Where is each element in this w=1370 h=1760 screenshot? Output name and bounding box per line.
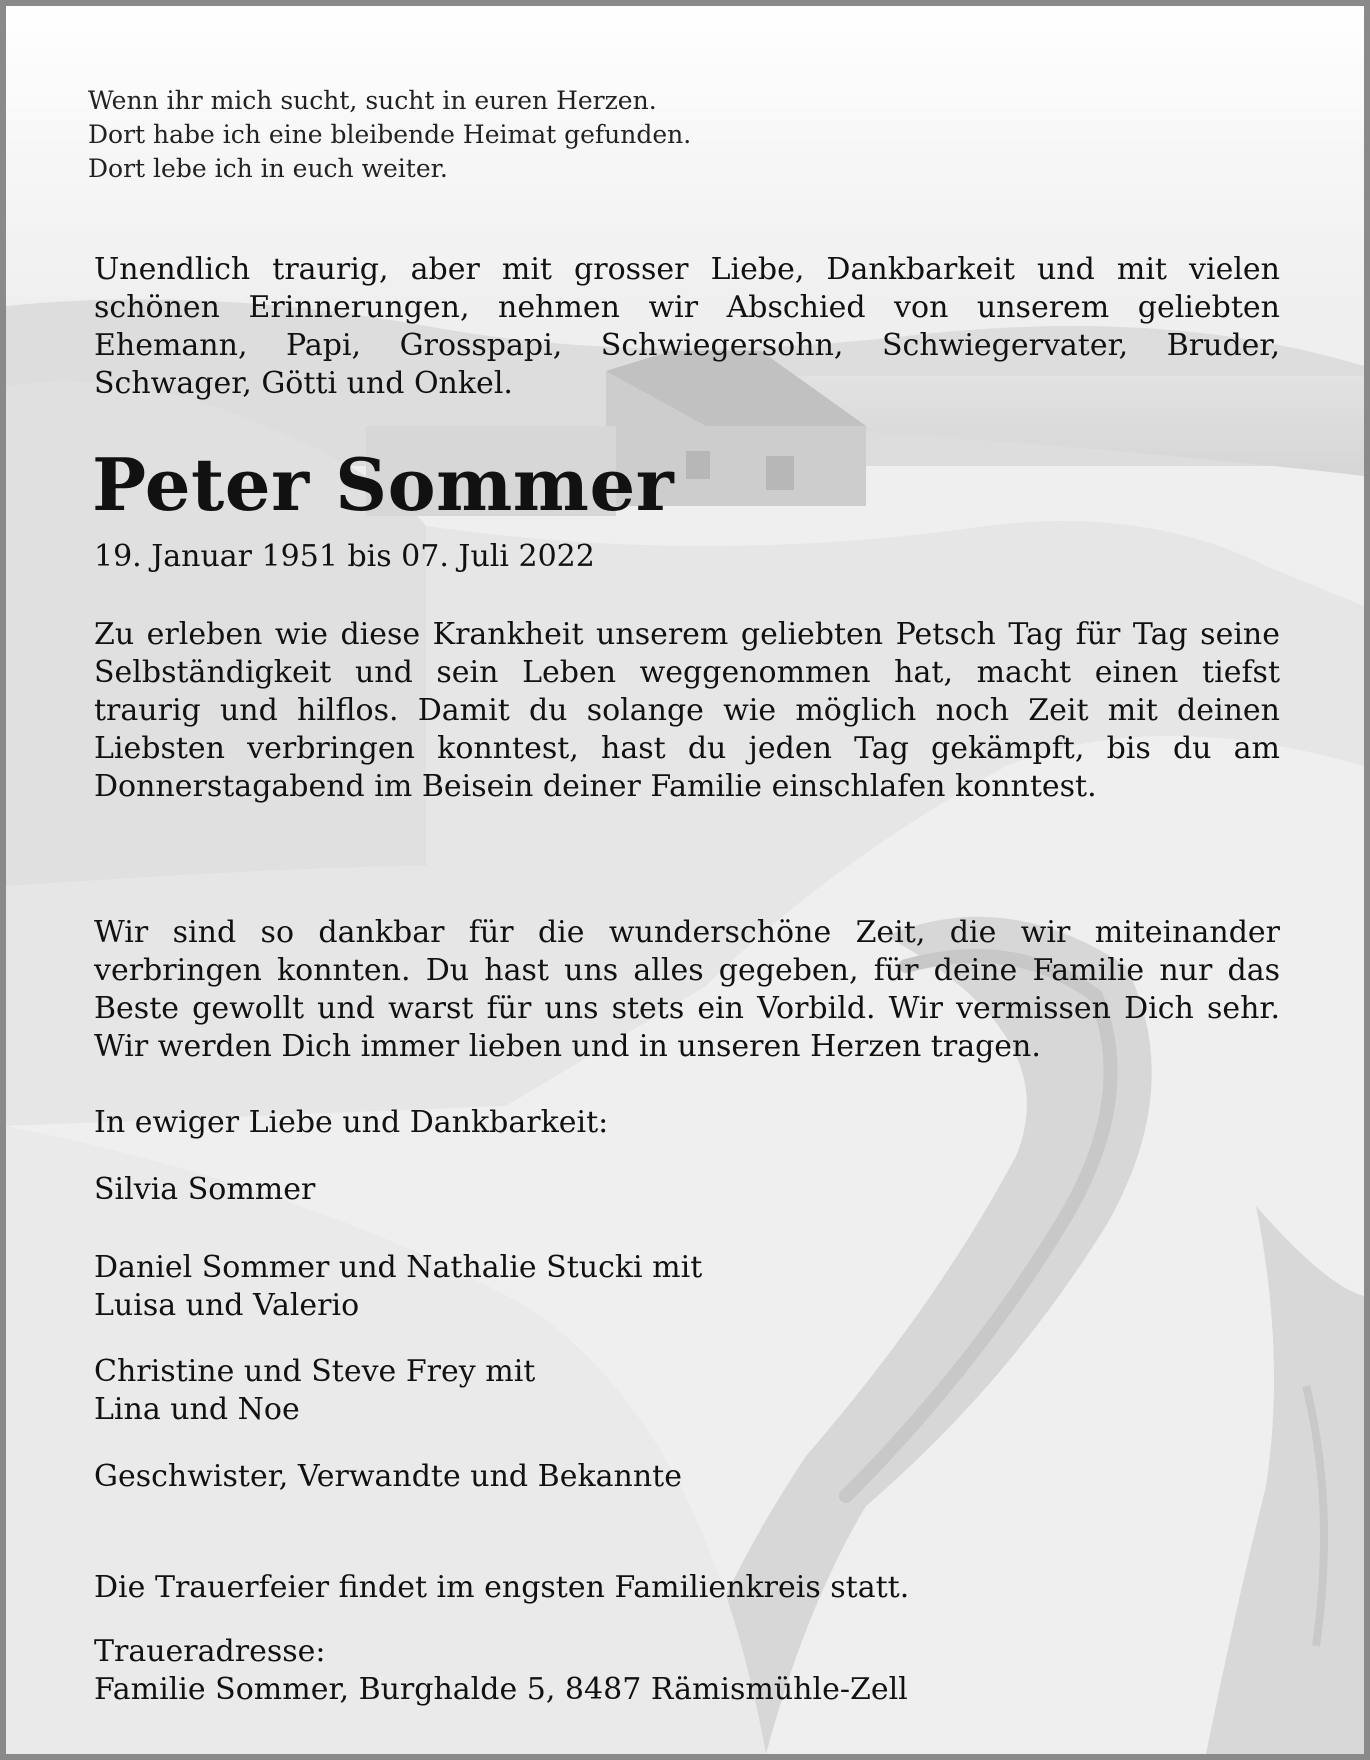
intro-paragraph: Unendlich traurig, aber mit grosser Liebe, Dankbarkeit und mit vielen schönen Erinnerungen, nehmen wir Abschied von unserem geliebten Ehemann, Papi, Grosspapi, Schwiegersohn, Schwiegervater, Bruder, Schwager, Götti und Onkel. xyxy=(94,252,1280,401)
mourner-name: Geschwister, Verwandte und Bekannte xyxy=(94,1459,682,1494)
mourner-name: Daniel Sommer und Nathalie Stucki mit xyxy=(94,1250,703,1285)
memorial-paragraph-1: Zu erleben wie diese Krankheit unserem geliebten Petsch Tag für Tag seine Selbständigkeit und sein Leben weggenommen hat, macht einen tiefst traurig und hilflos. Damit du solange wie möglich noch Zeit mit deinen Liebsten verbringen konntest, hast du jeden Tag gekämpft, bis du am Donnerstagabend im Beisein deiner Familie einschlafen konntest. xyxy=(94,617,1280,804)
ceremony-notice: Die Trauerfeier findet im engsten Familienkreis statt. xyxy=(94,1570,910,1605)
mourner-name: Lina und Noe xyxy=(94,1392,300,1427)
mourner-name: Christine und Steve Frey mit xyxy=(94,1354,536,1389)
motto-line: Wenn ihr mich sucht, sucht in euren Herzen. xyxy=(88,86,657,115)
life-dates: 19. Januar 1951 bis 07. Juli 2022 xyxy=(94,539,595,574)
motto-verse xyxy=(88,84,888,186)
motto-line: Dort lebe ich in euch weiter. xyxy=(88,154,448,183)
address-label: Traueradresse: xyxy=(94,1634,326,1669)
closing-line: In ewiger Liebe und Dankbarkeit: xyxy=(94,1105,609,1140)
obituary-sheet xyxy=(6,6,1364,1754)
motto-line: Dort habe ich eine bleibende Heimat gefunden. xyxy=(88,120,692,149)
memorial-paragraph-2: Wir sind so dankbar für die wunderschöne Zeit, die wir miteinander verbringen konnten. Du hast uns alles gegeben, für deine Familie nur das Beste gewollt und warst für uns stets ein Vorbild. Wir vermissen Dich sehr. Wir werden Dich immer lieben und in unseren Herzen tragen. xyxy=(94,915,1280,1064)
deceased-name: Peter Sommer xyxy=(92,442,675,527)
mourner-name: Silvia Sommer xyxy=(94,1172,316,1207)
mourner-name: Luisa und Valerio xyxy=(94,1288,360,1323)
obituary-content xyxy=(6,6,1364,1754)
mourning-address: Familie Sommer, Burghalde 5, 8487 Rämismühle-Zell xyxy=(94,1672,908,1707)
